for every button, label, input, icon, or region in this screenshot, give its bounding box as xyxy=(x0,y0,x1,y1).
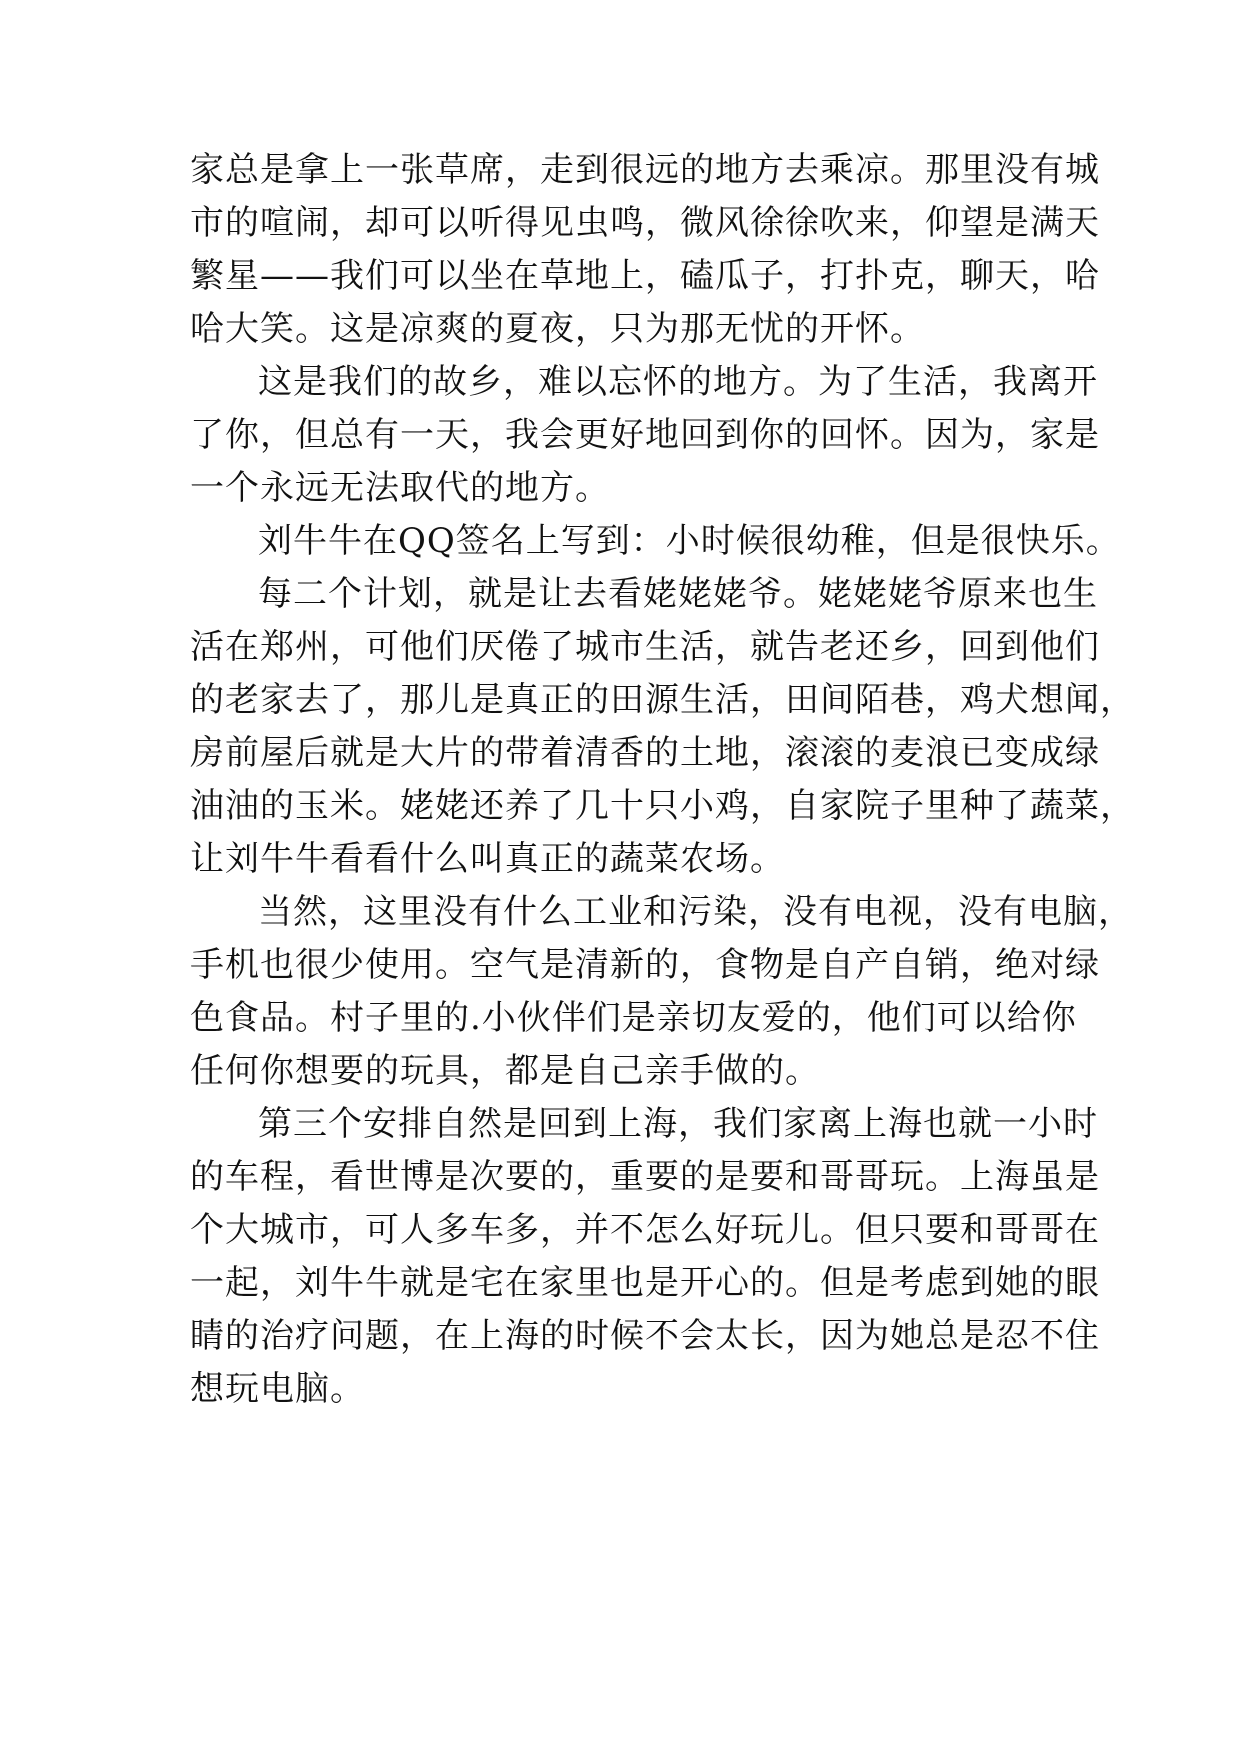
text-line: 的车程，看世博是次要的，重要的是要和哥哥玩。上海虽是 xyxy=(190,1157,1100,1197)
text-line: 任何你想要的玩具，都是自己亲手做的。 xyxy=(190,1051,820,1091)
text-line: 哈大笑。这是凉爽的夏夜，只为那无忧的开怀。 xyxy=(190,309,925,349)
text-line: 房前屋后就是大片的带着清香的土地，滚滚的麦浪已变成绿 xyxy=(190,733,1100,773)
text-line: 色食品。村子里的.小伙伴们是亲切友爱的，他们可以给你 xyxy=(190,998,1077,1038)
text-line: 第三个安排自然是回到上海，我们家离上海也就一小时 xyxy=(258,1104,1098,1144)
text-line: 每二个计划，就是让去看姥姥姥爷。姥姥姥爷原来也生 xyxy=(258,574,1098,614)
text-line: 这是我们的故乡，难以忘怀的地方。为了生活，我离开 xyxy=(258,362,1098,402)
text-line: 睛的治疗问题，在上海的时候不会太长，因为她总是忍不住 xyxy=(190,1316,1100,1356)
text-line: 刘牛牛在QQ签名上写到：小时候很幼稚，但是很快乐。 xyxy=(258,521,1121,561)
text-line: 繁星——我们可以坐在草地上，磕瓜子，打扑克，聊天，哈 xyxy=(190,256,1100,296)
text-line: 油油的玉米。姥姥还养了几十只小鸡，自家院子里种了蔬菜， xyxy=(190,786,1135,826)
text-line: 一起，刘牛牛就是宅在家里也是开心的。但是考虑到她的眼 xyxy=(190,1263,1100,1303)
text-line: 市的喧闹，却可以听得见虫鸣，微风徐徐吹来，仰望是满天 xyxy=(190,203,1100,243)
text-line: 的老家去了，那儿是真正的田源生活，田间陌巷，鸡犬想闻， xyxy=(190,680,1135,720)
text-line: 让刘牛牛看看什么叫真正的蔬菜农场。 xyxy=(190,839,785,879)
text-line: 当然，这里没有什么工业和污染，没有电视，没有电脑， xyxy=(258,892,1133,932)
text-line: 家总是拿上一张草席，走到很远的地方去乘凉。那里没有城 xyxy=(190,150,1100,190)
text-line: 了你，但总有一天，我会更好地回到你的回怀。因为，家是 xyxy=(190,415,1100,455)
text-line: 活在郑州，可他们厌倦了城市生活，就告老还乡，回到他们 xyxy=(190,627,1100,667)
text-line: 一个永远无法取代的地方。 xyxy=(190,468,610,508)
text-line: 个大城市，可人多车多，并不怎么好玩儿。但只要和哥哥在 xyxy=(190,1210,1100,1250)
text-line: 想玩电脑。 xyxy=(190,1369,365,1409)
text-line: 手机也很少使用。空气是清新的，食物是自产自销，绝对绿 xyxy=(190,945,1100,985)
